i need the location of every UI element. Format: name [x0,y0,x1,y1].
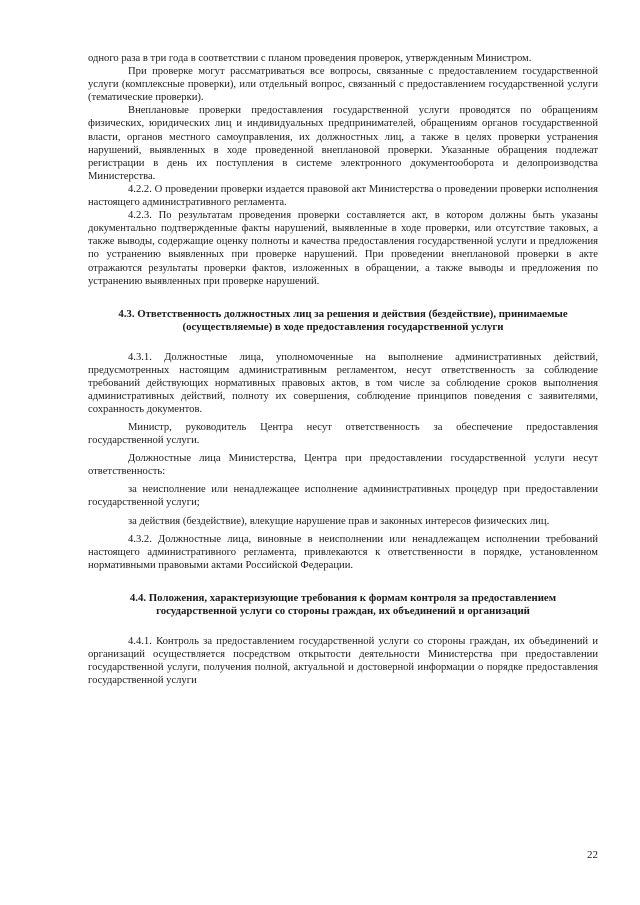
paragraph-officials-responsibility: Должностные лица Министерства, Центра при предоставлении государственной услуги несут ответственность: [88,453,598,478]
paragraph-unscheduled-inspections: Внеплановые проверки предоставления государственной услуги проводятся по обращениям физических, юридических лиц и индивидуальных предпринимателей, обращениям органов государственной власти, органов местного самоуправления, их должностных лиц, а также в целях проверки устранения нарушений, выявленных в ходе проведенной внеплановой проверки. Указанные обращения подлежат регистрации в день их поступления в системе электронного документооборота и делопроизводства Министерства. [88,105,598,182]
paragraph-4-2-3: 4.2.3. По результатам проведения проверки составляется акт, в котором должны быть указаны документально подтвержденные факты нарушений, выявленные в ходе проверки, или отсутствие таковых, а также выводы, содержащие оценку полноты и качества предоставления государственной услуги и предложения по устранению выявленных при проверке нарушений. При проведении внеплановой проверки в акте отражаются результаты проверки фактов, изложенных в обращении, а также выводы и предложения по устранению выявленных при проверке нарушений. [88,210,598,287]
paragraph-continuation: одного раза в три года в соответствии с планом проведения проверок, утвержденным Министром. [88,53,532,64]
paragraph-minister-responsibility: Министр, руководитель Центра несут ответственность за обеспечение предоставления государственной услуги. [88,421,598,447]
paragraph-4-4-1: 4.4.1. Контроль за предоставлением государственной услуги со стороны граждан, их объединений и организаций осуществляется посредством открытости деятельности Министерства при предоставлении государственной услуги, получения полной, актуальной и достоверной информации о порядке предоставления государственной услуги [88,635,598,686]
section-heading-4-4: 4.4. Положения, характеризующие требования к формам контроля за предоставлением государственной услуги со стороны граждан, их объединений и организаций [129,591,557,618]
paragraph-rights-violation: за действия (бездействие), влекущие нарушение прав и законных интересов физических лиц. [128,515,550,527]
paragraph-4-3-2: 4.3.2. Должностные лица, виновные в неисполнении или ненадлежащем исполнении требований настоящего административного регламента, привлекаются к ответственности в порядке, установленном нормативными правовыми актами Российской Федерации. [88,533,598,571]
paragraph-4-2-2: 4.2.2. О проведении проверки издается правовой акт Министерства о проведении проверки исполнения настоящего административного регламента. [88,183,598,209]
section-heading-4-3: 4.3. Ответственность должностных лиц за решения и действия (бездействие), принимаемые (осуществляемые) в ходе предоставления государственной услуги [118,307,568,334]
paragraph-4-3-1: 4.3.1. Должностные лица, уполномоченные на выполнение административных действий, предусмотренных настоящим административным регламентом, несут ответственность за соблюдение требований действующих нормативных правовых актов, в том числе за соблюдение сроков выполнения административных действий, полноту их совершения, соблюдение принципов поведения с заявителями, сохранность документов. [88,351,598,415]
page-number: 22 [587,849,598,861]
paragraph-improper-execution: за неисполнение или ненадлежащее исполнение административных процедур при предоставлении государственной услуги; [88,484,598,509]
paragraph-inspection-scope: При проверке могут рассматриваться все вопросы, связанные с предоставлением государственной услуги (комплексные проверки), или отдельный вопрос, связанный с предоставлением государственной услуги (тематические проверки). [88,66,598,104]
